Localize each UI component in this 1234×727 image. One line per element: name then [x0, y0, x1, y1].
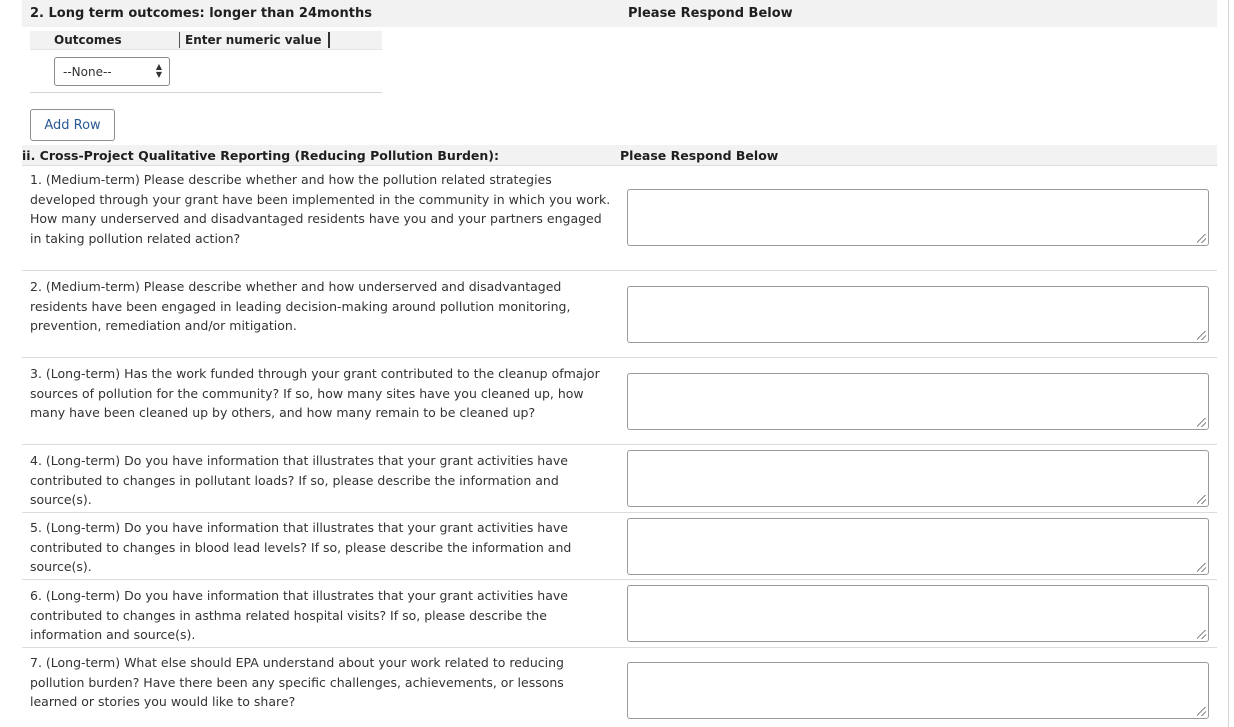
outcomes-column-header: Outcomes	[54, 33, 122, 47]
resize-grip-icon[interactable]	[1197, 234, 1206, 243]
answer-textarea[interactable]	[627, 662, 1209, 719]
answer-textarea[interactable]	[627, 373, 1209, 430]
add-row-button[interactable]: Add Row	[30, 109, 115, 141]
numeric-value-column-header: Enter numeric value	[185, 33, 322, 47]
resize-grip-icon[interactable]	[1197, 331, 1206, 340]
resize-grip-icon[interactable]	[1197, 495, 1206, 504]
page-right-border	[1228, 0, 1229, 727]
answer-textarea[interactable]	[627, 189, 1209, 246]
question-divider	[22, 270, 1217, 271]
question-text: 2. (Medium-term) Please describe whether and how underserved and disadvantaged residents have been engaged in leading decision-making around pollution monitoring, prevention, remediation and/or mitigation.	[30, 279, 571, 333]
question-divider	[22, 357, 1217, 358]
question-divider	[22, 512, 1217, 513]
question-divider	[22, 444, 1217, 445]
question-text: 7. (Long-term) What else should EPA understand about your work related to reducing pollution burden? Have there been any specific challenges, achievements, or lessons learned or stories you would like to share?	[30, 655, 564, 709]
resize-grip-icon[interactable]	[1197, 707, 1206, 716]
resize-grip-icon[interactable]	[1197, 563, 1206, 572]
section-2-title: 2. Long term outcomes: longer than 24months	[30, 6, 372, 21]
answer-textarea[interactable]	[627, 585, 1209, 642]
column-resize-handle[interactable]	[328, 32, 330, 48]
section-ii-title: ii. Cross-Project Qualitative Reporting (Reducing Pollution Burden):	[22, 148, 500, 163]
outcomes-select[interactable]	[54, 57, 170, 86]
answer-textarea[interactable]	[627, 450, 1209, 507]
answer-textarea[interactable]	[627, 518, 1209, 575]
question-text: 4. (Long-term) Do you have information that illustrates that your grant activities have contributed to changes in pollutant loads? If so, please describe the information and source(s).	[30, 453, 568, 507]
column-resize-handle[interactable]	[179, 32, 180, 48]
question-text: 1. (Medium-term) Please describe whether and how the pollution related strategies developed through your grant have been implemented in the community in which you work. How many underserved and disadvantaged residents have you and your partners engaged in taking pollution related action?	[30, 172, 611, 246]
resize-grip-icon[interactable]	[1197, 630, 1206, 639]
outcomes-table-divider	[30, 92, 382, 93]
outcomes-select-value: --None--	[63, 65, 112, 79]
question-text: 6. (Long-term) Do you have information that illustrates that your grant activities have contributed to changes in asthma related hospital visits? If so, please describe the information and source(s).	[30, 588, 568, 642]
section-ii-respond-label: Please Respond Below	[620, 148, 779, 163]
question-divider	[22, 579, 1217, 580]
question-divider	[22, 647, 1217, 648]
section-2-respond-label: Please Respond Below	[628, 6, 793, 21]
question-text: 3. (Long-term) Has the work funded through your grant contributed to the cleanup ofmajor sources of pollution for the community? If so, how many sites have you cleaned up, how many have been cleaned up by others, and how many remain to be cleaned up?	[30, 366, 600, 420]
question-text: 5. (Long-term) Do you have information that illustrates that your grant activities have contributed to changes in blood lead levels? If so, please describe the information and source(s).	[30, 520, 572, 574]
resize-grip-icon[interactable]	[1197, 418, 1206, 427]
up-down-arrows-icon: ▲ ▼	[155, 62, 162, 79]
answer-textarea[interactable]	[627, 286, 1209, 343]
